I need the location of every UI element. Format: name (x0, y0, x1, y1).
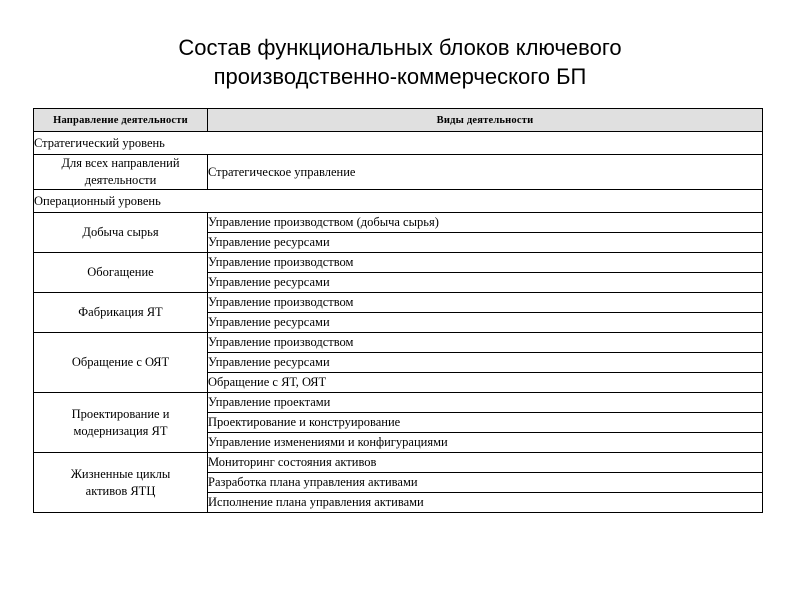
direction-label-line-1: Для всех направлений (61, 156, 180, 170)
functional-blocks-table (33, 108, 763, 513)
activity-cell: Управление производством (208, 293, 763, 313)
direction-label-line-1: Обращение с ОЯТ (71, 355, 170, 369)
activity-cell: Стратегическое управление (208, 155, 763, 190)
activity-cell: Управление ресурсами (208, 233, 763, 253)
activity-cell: Мониторинг состояния активов (208, 453, 763, 473)
activity-cell: Проектирование и конструирование (208, 413, 763, 433)
activity-cell: Разработка плана управления активами (208, 473, 763, 493)
direction-label-line-1: Обогащение (87, 265, 154, 279)
direction-label-line-2: деятельности (84, 173, 157, 187)
direction-label-line-2: модернизация ЯТ (73, 423, 168, 438)
table-header (34, 109, 763, 132)
direction-label-cell (34, 155, 208, 190)
column-header-direction: Направление деятельности (34, 109, 208, 132)
direction-label-cell (34, 293, 208, 333)
column-header-activities: Виды деятельности (208, 109, 763, 132)
page-title-line-1: Состав функциональных блоков ключевого (178, 35, 622, 60)
table-row (34, 453, 763, 473)
activity-cell: Управление ресурсами (208, 313, 763, 333)
table-row (34, 333, 763, 353)
activity-cell: Управление производством (208, 253, 763, 273)
direction-label-line-1: Жизненные циклы (70, 466, 171, 481)
direction-label-cell (34, 333, 208, 393)
table-header-row (34, 109, 763, 132)
table-row (34, 253, 763, 273)
direction-label-cell (34, 213, 208, 253)
direction-label-line-1: Проектирование и (71, 406, 170, 421)
section-band-label: Стратегический уровень (34, 132, 763, 155)
table-section-row (34, 190, 763, 213)
direction-label-line-1: Фабрикация ЯТ (78, 305, 163, 319)
table-row (34, 155, 763, 190)
activity-cell: Управление ресурсами (208, 273, 763, 293)
page-title-line-2: производственно-коммерческого БП (213, 64, 587, 89)
activity-cell: Управление ресурсами (208, 353, 763, 373)
activity-cell: Управление проектами (208, 393, 763, 413)
page-title (60, 33, 740, 91)
direction-label-line-1: Добыча сырья (82, 225, 159, 239)
direction-label-cell (34, 453, 208, 513)
functional-blocks-table-container (33, 108, 762, 513)
table-row (34, 393, 763, 413)
direction-label-cell (34, 253, 208, 293)
table-section-row (34, 132, 763, 155)
direction-label-line-2: активов ЯТЦ (85, 483, 156, 498)
activity-cell: Управление производством (добыча сырья) (208, 213, 763, 233)
table-row (34, 293, 763, 313)
activity-cell: Обращение с ЯТ, ОЯТ (208, 373, 763, 393)
activity-cell: Управление производством (208, 333, 763, 353)
table-body (34, 132, 763, 513)
direction-label-cell (34, 393, 208, 453)
table-row (34, 213, 763, 233)
section-band-label: Операционный уровень (34, 190, 763, 213)
activity-cell: Исполнение плана управления активами (208, 493, 763, 513)
activity-cell: Управление изменениями и конфигурациями (208, 433, 763, 453)
